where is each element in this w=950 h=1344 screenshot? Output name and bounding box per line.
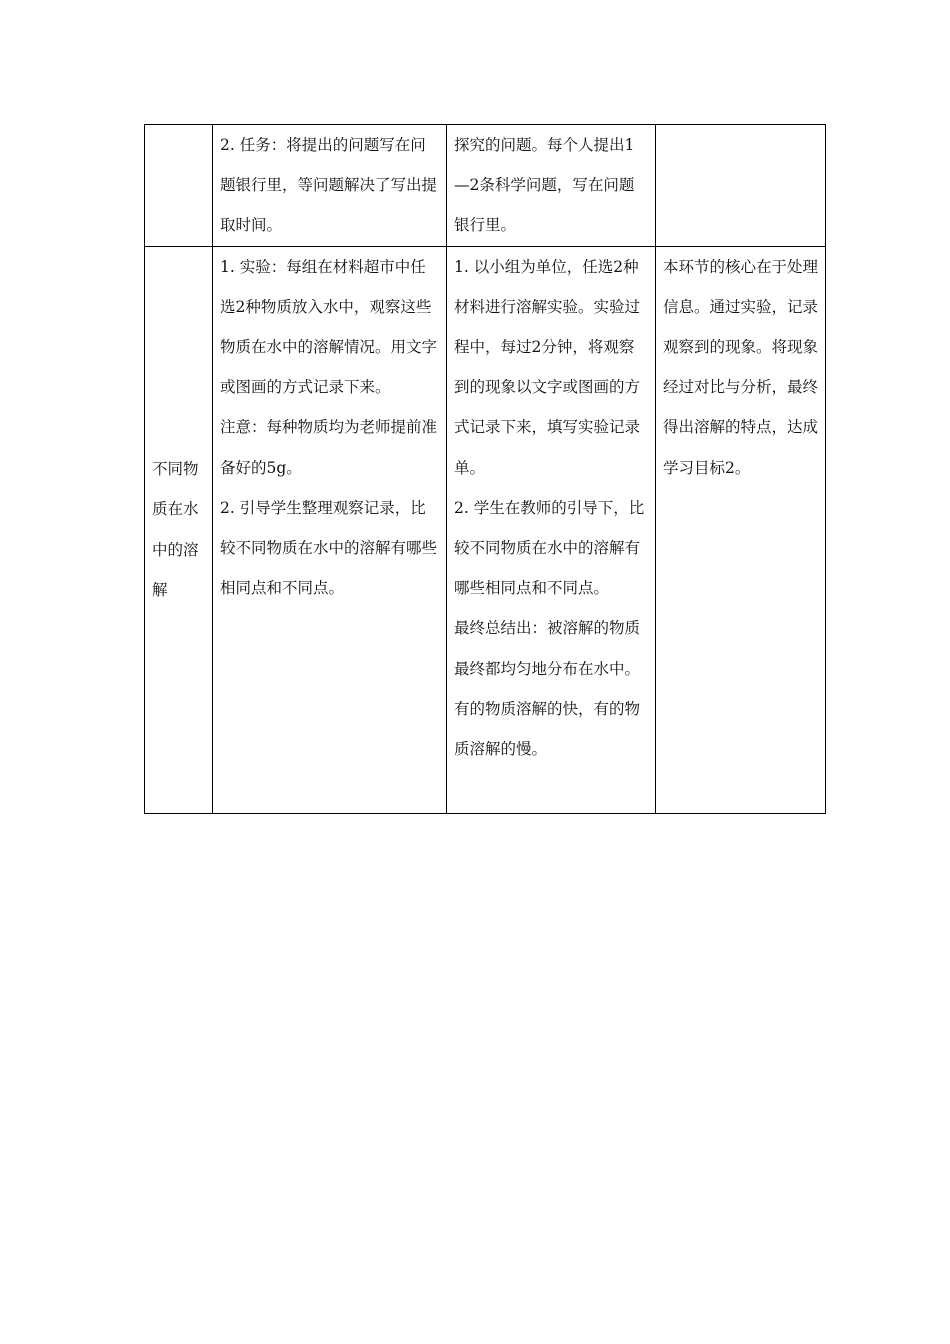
teacher-activity-cell (213, 125, 447, 247)
design-intent-cell (656, 246, 826, 813)
teacher-activity-paragraph: 2. 引导学生整理观察记录，比较不同物质在水中的溶解有哪些相同点和不同点。 (220, 498, 438, 598)
lesson-plan-table (144, 124, 826, 814)
topic-text: 不同物质在水中的溶解 (152, 460, 199, 599)
student-activity-paragraph: 2. 学生在教师的引导下，比较不同物质在水中的溶解有哪些相同点和不同点。 (454, 498, 645, 598)
student-activity-cell (447, 125, 656, 247)
teacher-activity-paragraph: 1. 实验：每组在材料超市中任选2种物质放入水中，观察这些物质在水中的溶解情况。用文字或图画的方式记录下来。 (220, 257, 438, 397)
student-activity-text: 探究的问题。每个人提出1—2条科学问题，写在问题银行里。 (454, 136, 635, 235)
teacher-activity-cell (213, 246, 447, 813)
design-intent-cell (656, 125, 826, 247)
teacher-activity-text: 2. 任务：将提出的问题写在问题银行里，等问题解决了写出提取时间。 (220, 136, 438, 235)
student-activity-paragraph: 最终总结出：被溶解的物质最终都均匀地分布在水中。有的物质溶解的快，有的物质溶解的慢。 (454, 619, 641, 759)
student-activity-cell (447, 246, 656, 813)
topic-cell (145, 246, 213, 813)
student-activity-paragraph: 1. 以小组为单位，任选2种材料进行溶解实验。实验过程中，每过2分钟，将观察到的现象以文字或图画的方式记录下来，填写实验记录单。 (454, 257, 641, 477)
teacher-activity-paragraph: 注意：每种物质均为老师提前准备好的5g。 (220, 418, 438, 477)
table-row (145, 246, 826, 813)
topic-cell (145, 125, 213, 247)
table-row (145, 125, 826, 247)
design-intent-paragraph: 本环节的核心在于处理信息。通过实验，记录观察到的现象。将现象经过对比与分析，最终得出溶解的特点，达成学习目标2。 (663, 257, 819, 477)
